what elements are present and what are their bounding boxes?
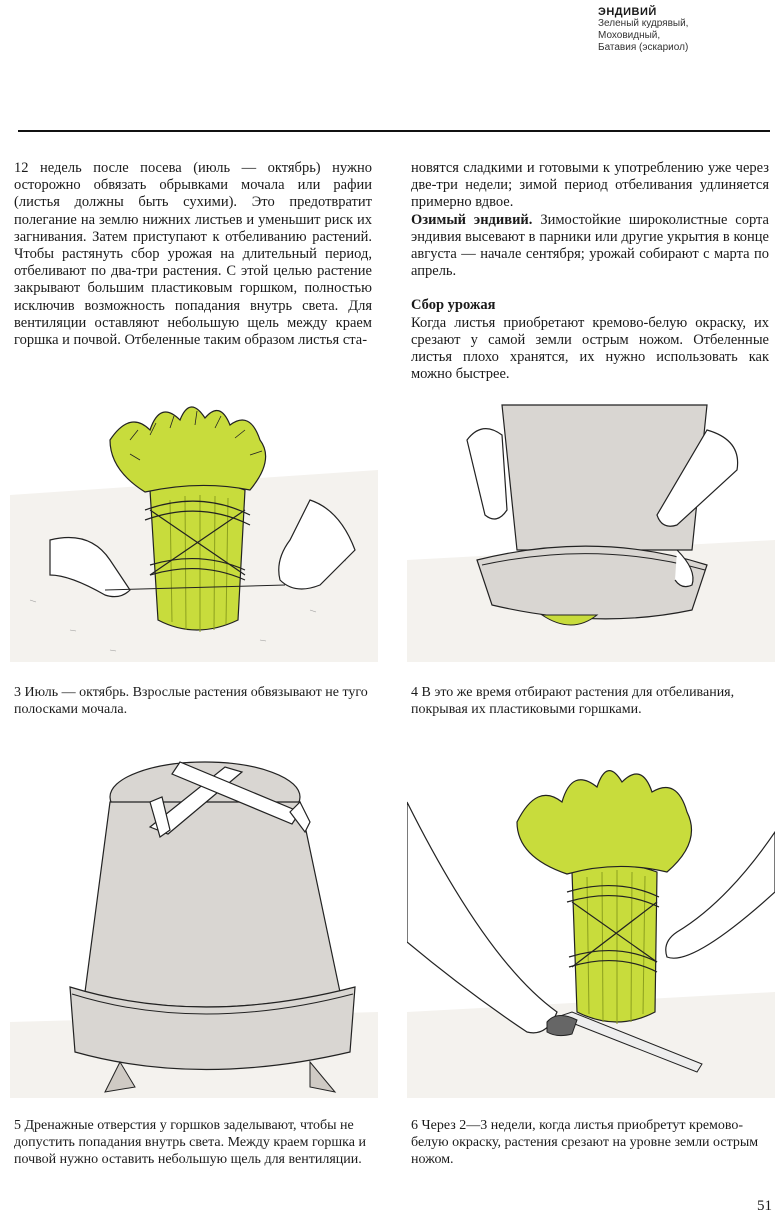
right-paragraph-1: новятся сладкими и готовыми к употреблению уже через две-три недели; зимой период отбеливания удлиняется примерно вдвое. — [411, 160, 769, 211]
sealed-pot-icon — [10, 742, 378, 1098]
header-line-2: Моховидный, — [598, 30, 661, 41]
figure-6-illustration — [407, 742, 775, 1098]
header-title: ЭНДИВИЙ — [598, 6, 657, 18]
figure-4-caption-text: В это же время отбирают растения для отбеливания, покрывая их пластиковыми горшками. — [411, 685, 735, 717]
figure-3-number: 3 — [14, 685, 21, 700]
figure-6-number: 6 — [411, 1118, 418, 1133]
figure-6-caption-text: Через 2—3 недели, когда листья приобретут кремово-белую окраску, растения срезают на уровне земли острым ножом. — [411, 1118, 759, 1167]
figure-6-caption — [411, 1117, 773, 1168]
harvest-paragraph: Когда листья приобретают кремово-белую окраску, их срезают у самой земли острым ножом. Отбеленные листья плохо хранятся, их нужно использовать как можно быстрее. — [411, 314, 769, 383]
figure-4-illustration — [407, 400, 775, 662]
winter-paragraph — [411, 212, 769, 281]
winter-heading: Озимый эндивий. — [411, 211, 533, 228]
header-rule — [18, 130, 770, 132]
harvest-title: Сбор урожая — [411, 297, 496, 314]
figure-5-illustration — [10, 742, 378, 1098]
figure-3-illustration — [10, 400, 378, 662]
winter-text: Зимостойкие широколистные сорта эндивия высевают в парники или другие укрытия в конце августа — начале сентября; урожай собирают с марта по апрель. — [411, 211, 769, 280]
tied-endive-icon — [10, 400, 378, 662]
page-header — [598, 6, 778, 54]
figure-4-number: 4 — [411, 685, 418, 700]
page-number: 51 — [757, 1198, 772, 1214]
pot-cover-icon — [407, 400, 775, 662]
cutting-endive-icon — [407, 742, 775, 1098]
figure-5-caption — [14, 1117, 376, 1168]
figure-3-caption-text: Июль — октябрь. Взрослые растения обвязывают не туго полосками мочала. — [14, 685, 368, 717]
left-paragraph: 12 недель после посева (июль — октябрь) нужно осторожно обвязать обрывками мочала или рафии (листья должны быть сухими). Это предотвратит полегание на землю нижних листьев и уменьшит риск их загнивания. Затем приступают к отбеливанию растений. Чтобы растянуть сбор урожая на длительный период, отбеливают по два-три растения. С этой целью растение закрывают большим пластиковым горшком, полностью исключив возможность попадания внутрь света. Для вентиляции оставляют небольшую щель между краем горшка и почвой. Отбеленные таким образом листья ста- — [14, 160, 372, 349]
figure-5-number: 5 — [14, 1118, 21, 1133]
left-text-column — [14, 160, 372, 349]
right-text-column — [411, 160, 769, 383]
header-line-1: Зеленый кудрявый, — [598, 18, 689, 29]
figure-3-caption — [14, 684, 376, 718]
figure-4-caption — [411, 684, 773, 718]
header-line-3: Батавия (эскариол) — [598, 42, 689, 53]
figure-5-caption-text: Дренажные отверстия у горшков заделывают, чтобы не допустить попадания внутрь света. Между краем горшка и почвой нужно оставить небольшую щель для вентиляции. — [14, 1118, 366, 1167]
